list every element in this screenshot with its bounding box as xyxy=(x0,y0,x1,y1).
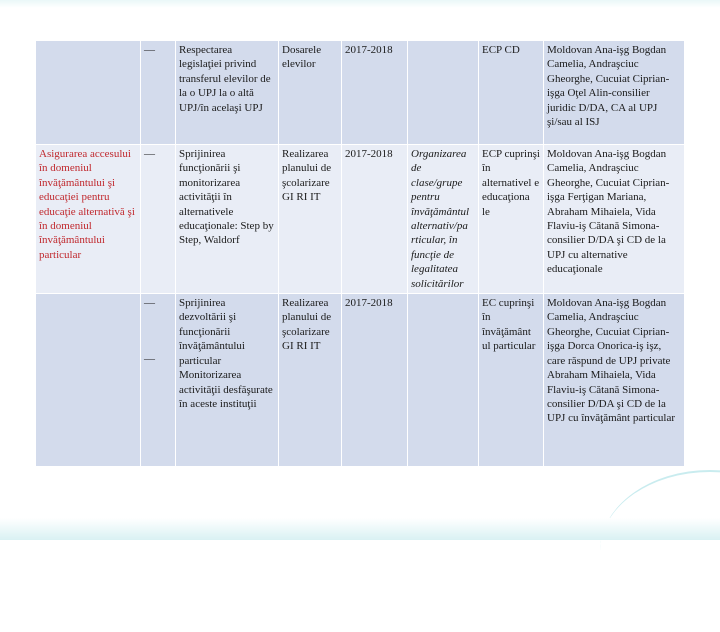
period-cell: 2017-2018 xyxy=(342,145,408,294)
spacer xyxy=(144,338,172,352)
resources-cell: Realizarea planului de şcolarizare GI RI IT xyxy=(279,145,342,294)
slide-arc-decoration xyxy=(600,470,720,632)
marker-cell xyxy=(141,294,176,467)
resources-cell: Realizarea planului de şcolarizare GI RI IT xyxy=(279,294,342,467)
marker-dash: — xyxy=(144,353,155,366)
activities-table xyxy=(35,40,685,467)
activity-cell: Respectarea legislaţiei privind transferul elevilor de la o UPJ la o altă UPJ/în acelaşi UPJ xyxy=(176,41,279,145)
indicator-cell: Organizarea de clase/grupe pentru învăţământul alternativ/pa rticular, în funcţie de legalitatea solicitărilor xyxy=(408,145,479,294)
target-group-cell: ECP CD xyxy=(479,41,544,145)
objective-cell: Asigurarea accesului în domeniul învăţământului şi educaţiei pentru educaţie alternativă şi în domeniul învăţământului particular xyxy=(36,145,141,294)
spacer xyxy=(144,324,172,338)
table-row xyxy=(36,41,685,145)
marker-cell: — xyxy=(141,145,176,294)
slide-bottom-decoration xyxy=(0,518,720,540)
marker-dash: — xyxy=(144,297,155,310)
indicator-cell xyxy=(408,41,479,145)
responsible-cell: Moldovan Ana-işg Bogdan Camelia, Andraşciuc Gheorghe, Cucuiat Ciprian-işga Oţel Alin-consilier juridic D/DA, CA al UPJ şi/sau al ISJ xyxy=(544,41,685,145)
spacer xyxy=(144,310,172,324)
objective-cell xyxy=(36,294,141,467)
slide-top-decoration xyxy=(0,0,720,8)
responsible-cell: Moldovan Ana-işg Bogdan Camelia, Andraşciuc Gheorghe, Cucuiat Ciprian-işga Dorca Onorica-iş işz, care răspund de UPJ private Abraham Mihaiela, Vida Flaviu-iş Cătană Simona-consilier D/DA şi CD de la UPJ cu învăţământ particular xyxy=(544,294,685,467)
table-row xyxy=(36,145,685,294)
target-group-cell: EC cuprinşi în învăţământ ul particular xyxy=(479,294,544,467)
resources-cell: Dosarele elevilor xyxy=(279,41,342,145)
period-cell: 2017-2018 xyxy=(342,294,408,467)
activity-cell: Sprijinirea dezvoltării şi funcţionării învăţământului particular Monitorizarea activităţii desfăşurate în aceste instituţii xyxy=(176,294,279,467)
indicator-cell xyxy=(408,294,479,467)
target-group-cell: ECP cuprinşi în alternativel e educaţiona le xyxy=(479,145,544,294)
activity-cell: Sprijinirea funcţionării şi monitorizarea activităţii în alternativele educaţionale: Step by Step, Waldorf xyxy=(176,145,279,294)
marker-cell: — xyxy=(141,41,176,145)
responsible-cell: Moldovan Ana-işg Bogdan Camelia, Andraşciuc Gheorghe, Cucuiat Ciprian-işga Ferţigan Mariana, Abraham Mihaiela, Vida Flaviu-iş Cătană Simona-consilier D/DA şi CD de la UPJ cu alternative educaţionale xyxy=(544,145,685,294)
period-cell: 2017-2018 xyxy=(342,41,408,145)
table-row xyxy=(36,294,685,467)
objective-cell xyxy=(36,41,141,145)
